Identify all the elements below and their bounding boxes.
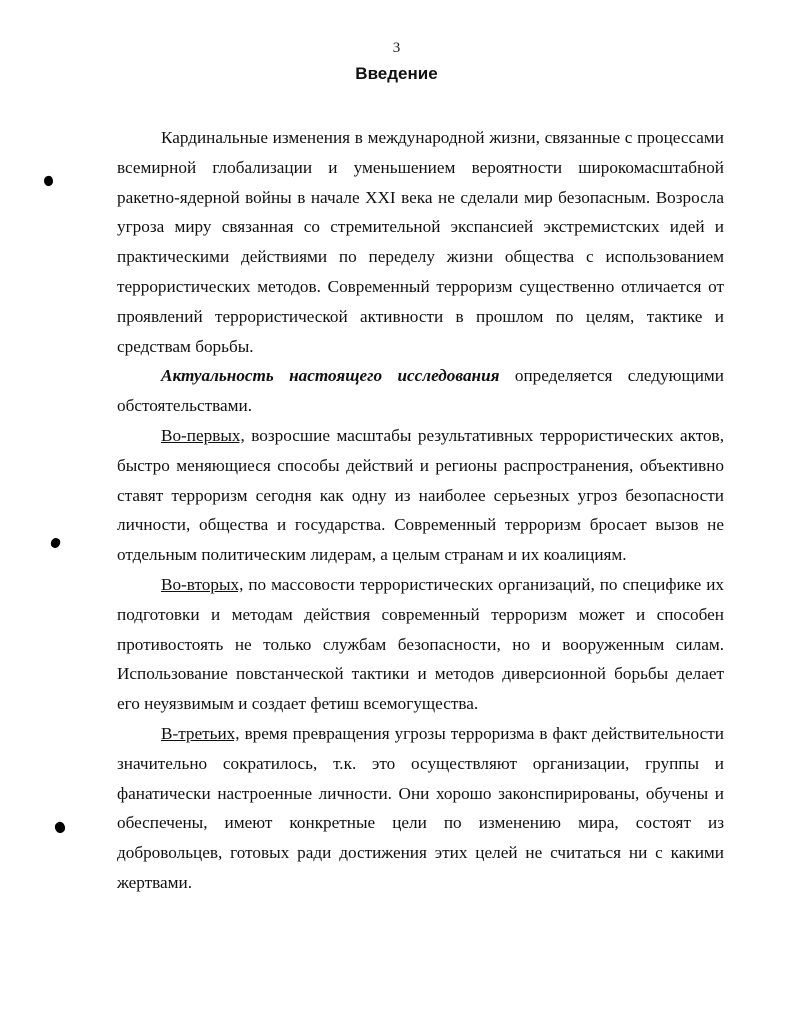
- page-title: Введение: [355, 64, 438, 83]
- paragraph-second: [117, 570, 724, 719]
- paragraph-intro: Кардинальные изменения в международной жизни, связанные с процессами всемирной глобализации и уменьшением вероятности широкомасштабной ракетно-ядерной войны в начале XXI века не сделали мир безопасным. Возросла угроза миру связанная со стремительной экспансией экстремистских идей и практическими действиями по переделу жизни общества с использованием террористических методов. Современный терроризм существенно отличается от проявлений террористической активности в прошлом по целям, тактике и средствам борьбы.: [117, 128, 724, 356]
- paragraph-third: [117, 719, 724, 898]
- binder-hole-mark: [50, 537, 62, 549]
- binder-hole-mark: [43, 175, 54, 187]
- binder-hole-mark: [53, 820, 67, 835]
- relevance-heading: Актуальность настоящего исследования: [161, 366, 500, 386]
- third-point-text: время превращения угрозы терроризма в факт действительности значительно сократилось, т.к. это осуществляют организации, группы и фанатически настроенные личности. Они хорошо законспирированы, обучены и обеспечены, имеют конкретные цели по изменению мира, состоят из добровольцев, готовых ради достижения этих целей не считаться ни с какими жертвами.: [117, 723, 724, 892]
- first-point-lead: Во-первых,: [161, 425, 245, 445]
- first-point-text: возросшие масштабы результативных террористических актов, быстро меняющиеся способы действий и регионы распространения, объективно ставят терроризм сегодня как одну из наиболее серьезных угроз безопасности личности, общества и государства. Современный терроризм бросает вызов не отдельным политическим лидерам, а целым странам и их коалициям.: [117, 425, 724, 565]
- body-text: [117, 123, 724, 898]
- second-point-text: по массовости террористических организаций, по специфике их подготовки и методам действия современный терроризм может и способен противостоять не только службам безопасности, но и вооруженным силам. Использование повстанческой тактики и методов диверсионной борьбы делает его неуязвимым и создает фетиш всемогущества.: [117, 574, 724, 714]
- page-number: 3: [392, 40, 401, 56]
- paragraph-relevance: [117, 361, 724, 421]
- third-point-lead: В-третьих,: [161, 723, 240, 743]
- paragraph-first: [117, 421, 724, 570]
- relevance-text: определяется следующими обстоятельствами.: [117, 366, 724, 416]
- second-point-lead: Во-вторых,: [161, 574, 244, 594]
